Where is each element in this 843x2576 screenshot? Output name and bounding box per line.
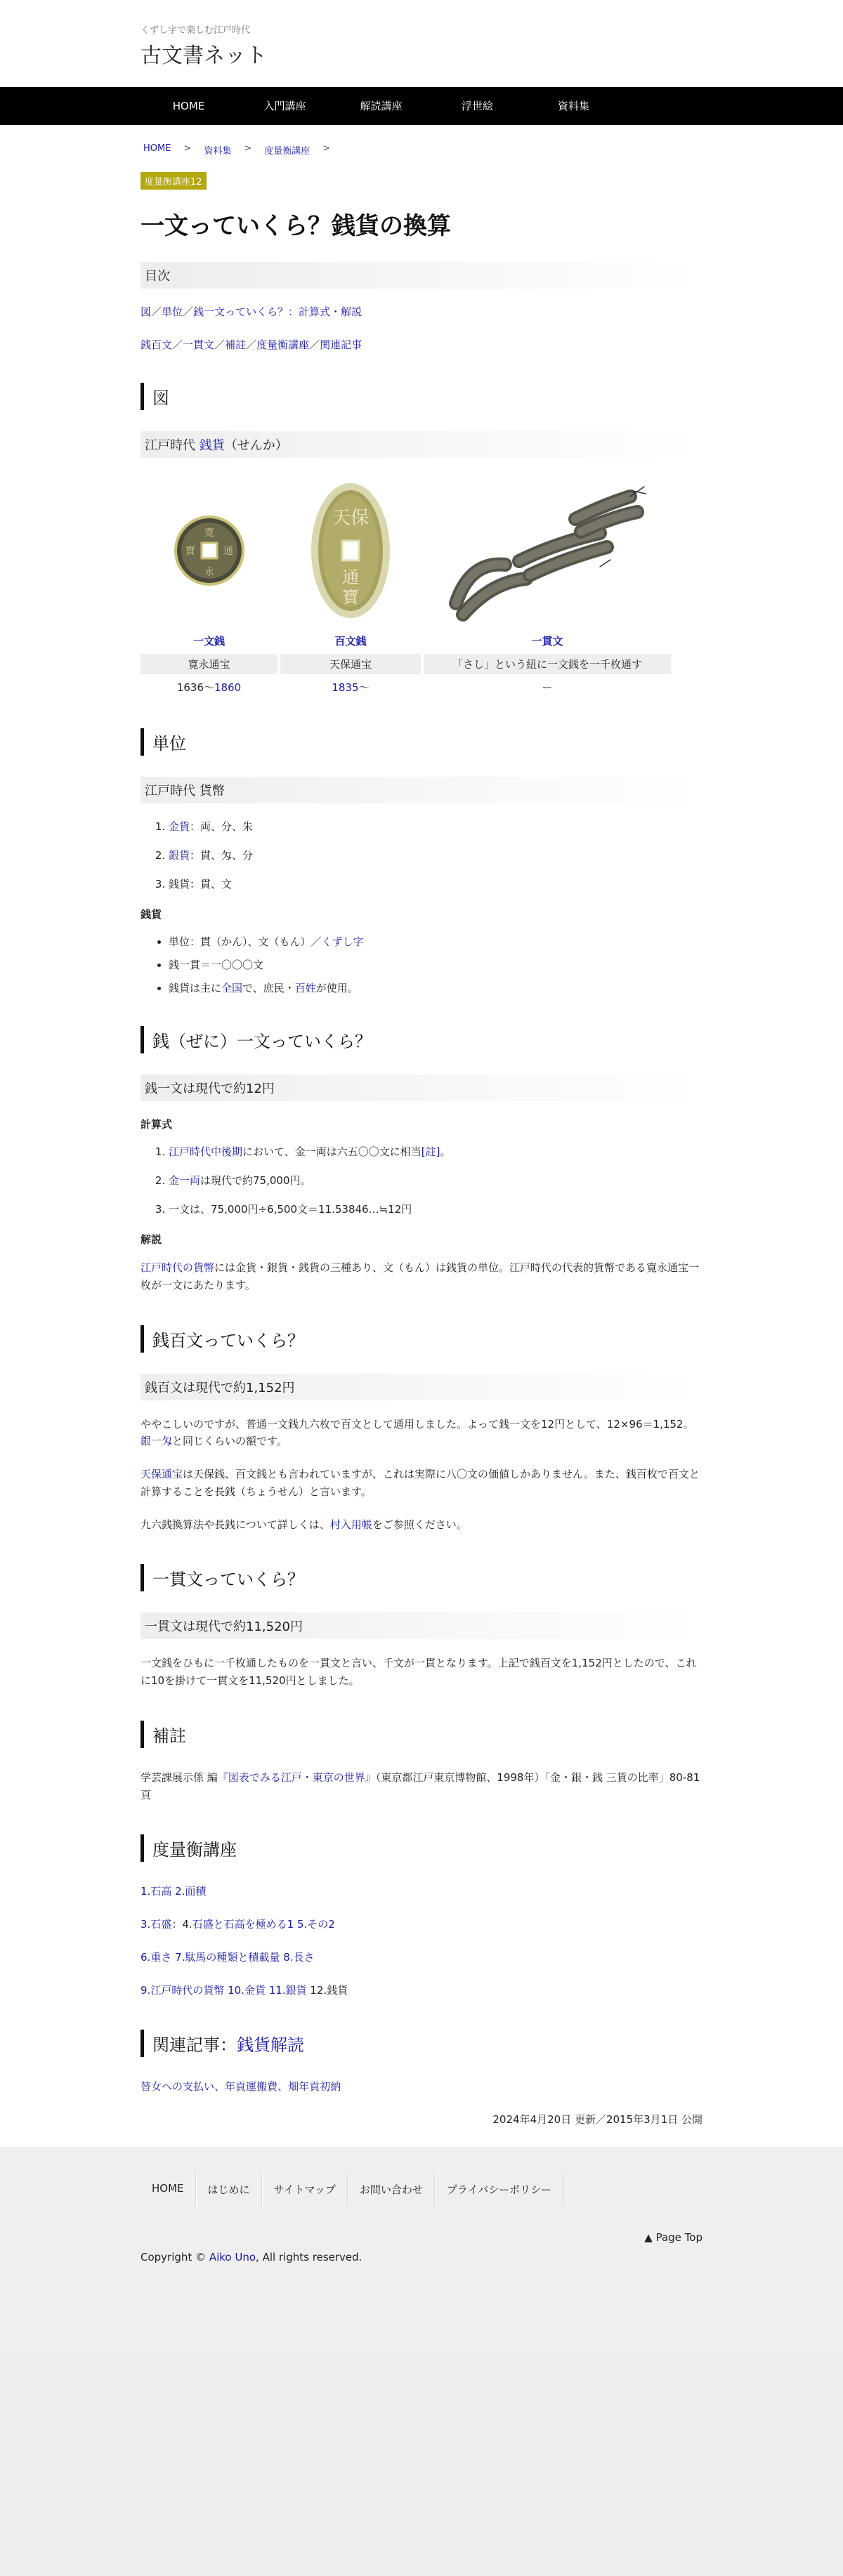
zeni-bullets xyxy=(140,934,702,995)
unit-link-silver[interactable]: 銀貨 xyxy=(169,849,190,862)
series-num[interactable]: 11. xyxy=(265,1983,286,1997)
toc-link-series[interactable]: 度量衡講座 xyxy=(256,339,310,351)
explain-paragraph xyxy=(140,1259,702,1294)
series-num[interactable]: 10. xyxy=(224,1983,244,1997)
hundred-subhead: 銭百文は現代で約1,152円 xyxy=(140,1374,702,1400)
breadcrumb-materials[interactable]: 資料集 xyxy=(204,146,232,157)
series-link-kokumori[interactable]: 石盛 xyxy=(150,1918,172,1931)
copyright-text: Copyright © xyxy=(140,2250,209,2263)
page-title: 一文っていくら？銭貨の換算 xyxy=(140,212,451,240)
series-link-ginka[interactable]: 銀貨 xyxy=(285,1983,307,1997)
related-sep: 、 xyxy=(277,2080,289,2094)
note-paragraph xyxy=(140,1769,702,1804)
zenkoku-link[interactable]: 全国 xyxy=(221,982,243,994)
series-link-kiwameru1[interactable]: 石盛と石高を極める1 xyxy=(192,1918,294,1931)
list-item xyxy=(169,980,702,995)
series-row-4 xyxy=(140,1982,702,1999)
coin-desc-ikkanmon: 「さし」という紐に一文銭を一千枚通す xyxy=(424,654,671,674)
gin-ichimonme-link[interactable]: 銀一匁 xyxy=(140,1435,173,1448)
toc-line-1 xyxy=(140,304,702,319)
series-num[interactable]: 5. xyxy=(294,1918,308,1931)
edo-currency-link[interactable]: 江戸時代の貨幣 xyxy=(140,1261,215,1274)
toc-sep: ／ xyxy=(214,339,226,351)
coin-image-ichimon xyxy=(140,473,277,628)
nav-item-home[interactable]: HOME xyxy=(172,100,205,112)
series-num[interactable]: 6. xyxy=(140,1950,151,1964)
breadcrumb-sep: > xyxy=(322,143,331,154)
nav-item-intro[interactable]: 入門講座 xyxy=(263,100,306,112)
global-nav xyxy=(0,87,843,125)
section-one-heading: 銭（ぜに）一文っていくら？ xyxy=(140,1026,702,1053)
footer-nav xyxy=(140,2172,563,2207)
calc-list xyxy=(140,1144,702,1216)
calc-text: において、金一両は六五〇〇文に相当 xyxy=(242,1145,422,1158)
list-item xyxy=(169,876,702,891)
hyakusho-link[interactable]: 百姓 xyxy=(294,982,316,994)
toc-link-fig[interactable]: 図 xyxy=(140,305,152,318)
tenpo-tsuho-link[interactable]: 天保通宝 xyxy=(140,1468,183,1480)
series-badge[interactable]: 度量衡講座12 xyxy=(140,172,207,190)
list-item xyxy=(169,819,702,834)
update-dates: 2024年4月20日 更新／2015年3月1日 公開 xyxy=(492,2113,702,2126)
paragraph-text: 九六銭換算法や長銭について詳しくは、 xyxy=(140,1518,330,1531)
bullet-text: で、庶民・ xyxy=(242,982,295,994)
one-subhead: 銭一文は現代で約12円 xyxy=(140,1075,702,1101)
coin-era-ikkanmon: ー xyxy=(542,681,553,694)
kan-paragraph: 一文銭をひもに一千枚通したものを一貫文と言い、千文が一貫となります。上記で銭百文を1,152円としたので、これに10を掛けて一貫文を11,520円としました。 xyxy=(140,1657,697,1687)
series-num[interactable]: 3. xyxy=(140,1918,151,1931)
series-num[interactable]: 7. xyxy=(171,1950,185,1964)
related-heading-link[interactable]: 銭貨解読 xyxy=(237,2035,304,2056)
site-header xyxy=(0,0,843,87)
nav-item-decipher[interactable]: 解読講座 xyxy=(360,100,403,112)
coin-era-end-link[interactable]: 1860 xyxy=(214,681,242,694)
fig-subhead-link[interactable]: 銭貨 xyxy=(199,438,225,453)
coin-image-ikkanmon xyxy=(424,473,671,628)
toc-link-one[interactable]: 銭一文っていくら？：計算式・解説 xyxy=(193,305,362,318)
hundred-paragraph-3 xyxy=(140,1516,702,1534)
tenpo-tsuho-coin-icon xyxy=(308,480,393,621)
zeni-subhead: 銭貨 xyxy=(140,908,162,921)
coin2-char-mid: 通 xyxy=(342,567,359,587)
footer-link-contact[interactable]: お問い合わせ xyxy=(348,2172,435,2207)
unit-link-gold[interactable]: 金貨 xyxy=(169,820,190,833)
copyright xyxy=(140,2251,362,2263)
series-link-nagasa[interactable]: 長さ xyxy=(293,1950,315,1964)
section-fig-heading: 図 xyxy=(140,383,702,410)
kanei-tsuho-coin-icon xyxy=(171,512,248,589)
fig-subhead-pre: 江戸時代 xyxy=(145,438,200,453)
unit-text: 銭貨：貫、文 xyxy=(169,878,233,891)
muraiyocho-link[interactable]: 村入用帳 xyxy=(329,1518,372,1531)
series-row-1 xyxy=(140,1883,702,1900)
main-content xyxy=(140,143,702,2129)
zeni-sashi-string-icon xyxy=(442,477,653,624)
hundred-paragraph-1 xyxy=(140,1416,702,1451)
unit-subhead: 江戸時代 貨幣 xyxy=(140,777,702,803)
series-num[interactable]: 9. xyxy=(140,1983,151,1997)
explain-text: には金貨・銀貨・銭貨の三種あり、文（もん）は銭貨の単位。江戸時代の代表的貨幣である寛永通宝一枚が一文にあたります。 xyxy=(140,1261,700,1292)
hundred-paragraph-2 xyxy=(140,1466,702,1501)
coin-era-ichimon xyxy=(140,677,277,697)
related-links xyxy=(140,2078,702,2096)
series-num: ：4. xyxy=(171,1918,192,1931)
toc-link-related[interactable]: 関連記事 xyxy=(320,339,362,351)
series-num[interactable]: 2. xyxy=(171,1885,185,1898)
site-footer xyxy=(0,2147,843,2351)
series-link-edo-kahei[interactable]: 江戸時代の貨幣 xyxy=(150,1983,225,1997)
toc-sep: ／ xyxy=(151,305,162,318)
section-note-heading: 補註 xyxy=(140,1721,702,1748)
section-unit-heading: 単位 xyxy=(140,728,702,756)
toc-link-note[interactable]: 補註 xyxy=(225,339,247,351)
series-row-3 xyxy=(140,1949,702,1966)
unit-text: ：貫、匁、分 xyxy=(190,849,254,862)
toc-line-2 xyxy=(140,337,702,352)
coin-name-ikkanmon[interactable]: 一貫文 xyxy=(531,635,563,648)
kin-ichiryo-link[interactable]: 金一両 xyxy=(169,1174,201,1187)
breadcrumb-sep: > xyxy=(183,143,192,154)
book-link[interactable]: 『図表でみる江戸・東京の世界』 xyxy=(217,1770,376,1784)
coin-era-start: 1636〜 xyxy=(176,681,214,694)
list-item xyxy=(169,957,702,972)
toc-link-kan[interactable]: 一貫文 xyxy=(183,339,215,351)
breadcrumb-measures[interactable]: 度量衡講座 xyxy=(264,146,311,157)
explain-subhead: 解説 xyxy=(140,1233,162,1246)
note-text: 学芸課展示係 編 xyxy=(140,1770,218,1784)
nav-item-ukiyoe[interactable]: 浮世絵 xyxy=(461,100,493,112)
section-hundred-heading: 銭百文っていくら？ xyxy=(140,1325,702,1353)
calc-text: は現代で約75,000円。 xyxy=(200,1174,311,1187)
coin-name-ichimon[interactable]: 一文銭 xyxy=(192,635,225,648)
series-num[interactable]: 1. xyxy=(140,1885,151,1898)
series-link-kokudaka[interactable]: 石高 xyxy=(150,1885,172,1898)
paragraph-text: ややこしいのですが、普通一文銭九六枚で百文として通用しました。よって銭一文を12円として、12×96＝1,152。 xyxy=(140,1417,694,1431)
coin-desc-ichimon: 寛永通宝 xyxy=(140,654,277,674)
copyright-text: , All rights reserved. xyxy=(256,2250,362,2263)
page-top-button[interactable]: ▲ Page Top xyxy=(644,2230,702,2244)
author-link[interactable]: Aiko Uno xyxy=(209,2250,256,2263)
section-series-heading: 度量衡講座 xyxy=(140,1834,702,1862)
toc-sep: ／ xyxy=(309,339,320,351)
toc-link-unit[interactable]: 単位 xyxy=(162,305,183,318)
section-kan-heading: 一貫文っていくら？ xyxy=(140,1564,702,1591)
series-num[interactable]: 8. xyxy=(280,1950,294,1964)
list-item xyxy=(169,848,702,862)
bullet-text: 単位：貫（かん）、文（もん）／ xyxy=(169,935,322,948)
coin1-char-left: 寶 xyxy=(185,546,195,557)
breadcrumb-home[interactable]: HOME xyxy=(143,143,171,154)
series-num: 12. xyxy=(306,1983,327,1997)
unit-text: ：両、分、朱 xyxy=(190,820,254,833)
series-link-daba[interactable]: 駄馬の種類と積載量 xyxy=(185,1950,280,1964)
related-sep: 、 xyxy=(214,2080,226,2094)
note-link[interactable]: [註] xyxy=(421,1145,440,1158)
series-link-kinka[interactable]: 金貨 xyxy=(244,1983,266,1997)
related-link-1[interactable]: 替女への支払い xyxy=(140,2080,215,2094)
breadcrumb-sep: > xyxy=(244,143,252,154)
bullet-text: 銭貨は主に xyxy=(169,982,222,994)
related-link-2[interactable]: 年貢運搬費 xyxy=(225,2080,278,2094)
footer-link-about[interactable]: はじめに xyxy=(196,2172,262,2207)
coin-name-hyakumon[interactable]: 百文銭 xyxy=(334,635,367,648)
coin2-char-bottom: 寶 xyxy=(342,587,359,607)
footer-link-home[interactable]: HOME xyxy=(140,2172,196,2207)
series-row-2 xyxy=(140,1916,702,1933)
coin1-char-right: 通 xyxy=(223,546,233,557)
footer-link-sitemap[interactable]: サイトマップ xyxy=(262,2172,348,2207)
footer-link-privacy[interactable]: プライバシーポリシー xyxy=(435,2172,563,2207)
toc-sep: ／ xyxy=(183,305,194,318)
list-item xyxy=(169,1144,702,1159)
series-link-sono2[interactable]: その2 xyxy=(307,1918,335,1931)
series-current-senka: 銭貨 xyxy=(327,1983,348,1997)
coin1-char-bottom: 永 xyxy=(204,567,214,578)
toc-sep: ／ xyxy=(172,339,183,351)
bullet-text: が使用。 xyxy=(315,982,358,994)
calc-subhead: 計算式 xyxy=(140,1118,173,1131)
toc-sep: ／ xyxy=(246,339,257,351)
coin-image-hyakumon xyxy=(280,473,421,628)
kan-subhead: 一貫文は現代で約11,520円 xyxy=(140,1612,702,1639)
list-item xyxy=(169,1202,702,1216)
list-item xyxy=(169,934,702,949)
series-link-menseki[interactable]: 面積 xyxy=(185,1885,207,1898)
toc-heading: 目次 xyxy=(140,262,702,289)
paragraph-text: と同じくらいの額です。 xyxy=(172,1435,287,1448)
nav-item-materials[interactable]: 資料集 xyxy=(557,100,589,112)
paragraph-text: をご参照ください。 xyxy=(372,1518,467,1531)
paragraph-text: は天保銭、百文銭とも言われていますが、これは実際に八〇文の価値しかありません。また、銭百枚で百文と計算することを長銭（ちょうせん）と言います。 xyxy=(140,1468,700,1498)
site-title[interactable]: 古文書ネット xyxy=(140,44,267,68)
coin-era-hyakumon xyxy=(280,677,421,697)
coin-figure xyxy=(140,473,702,697)
note-text: （東京都江戸東京博物館、1998年）「金・銀・銭 三貨の比率」80-81頁 xyxy=(140,1770,700,1801)
coin2-char-top: 天保 xyxy=(332,508,370,529)
coin-desc-hyakumon: 天保通宝 xyxy=(280,654,421,674)
kuzushiji-link[interactable]: くずし字 xyxy=(321,935,364,948)
fig-subhead xyxy=(140,431,702,458)
series-link-omosa[interactable]: 重さ xyxy=(150,1950,172,1964)
bullet-text: 銭一貫＝一〇〇〇文 xyxy=(169,959,264,971)
site-tagline: くずし字で楽しむ江戸時代 xyxy=(140,25,251,36)
toc-link-hundred[interactable]: 銭百文 xyxy=(140,339,173,351)
section-related-heading xyxy=(140,2030,702,2057)
unit-list xyxy=(140,819,702,891)
fig-subhead-post: （せんか） xyxy=(224,438,288,453)
calc-text: 一文は、75,000円÷6,500文＝11.53846…≒12円 xyxy=(169,1203,412,1216)
footer-background xyxy=(0,2351,843,2576)
coin1-char-top: 寛 xyxy=(204,527,214,539)
calc-end: 。 xyxy=(440,1145,451,1158)
related-link-3[interactable]: 畑年貢初納 xyxy=(288,2080,341,2094)
list-item xyxy=(169,1173,702,1188)
related-heading-text: 関連記事： xyxy=(152,2035,237,2056)
coin-era-end: 〜 xyxy=(358,681,370,694)
edo-late-link[interactable]: 江戸時代中後期 xyxy=(169,1145,243,1158)
coin-era-start-link[interactable]: 1835 xyxy=(332,681,359,694)
breadcrumb xyxy=(140,143,702,157)
